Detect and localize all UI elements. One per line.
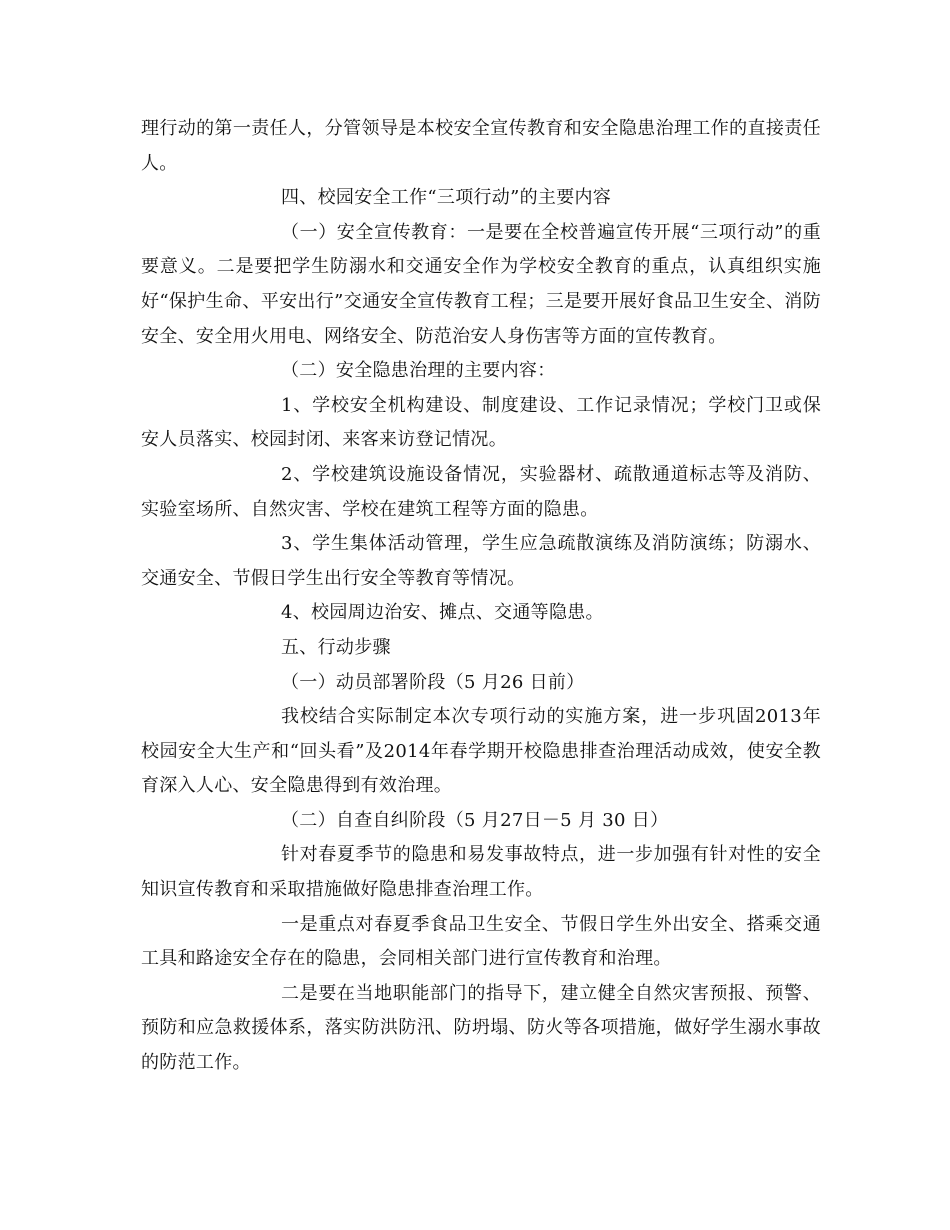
paragraph: 针对春夏季节的隐患和易发事故特点，进一步加强有针对性的安全知识宣传教育和采取措施做好隐患排查治理工作。	[141, 844, 821, 901]
paragraph: 我校结合实际制定本次专项行动的实施方案，进一步巩固2013年校园安全大生产和“回头看”及2014年春学期开校隐患排查治理活动成效，使安全教育深入人心、安全隐患得到有效治理。	[141, 706, 821, 797]
paragraph: （一）安全宣传教育：一是要在全校普遍宣传开展“三项行动”的重要意义。二是要把学生防溺水和交通安全作为学校安全教育的重点，认真组织实施好“保护生命、平安出行”交通安全宣传教育工程；三是要开展好食品卫生安全、消防安全、安全用火用电、网络安全、防范治安人身伤害等方面的宣传教育。	[141, 221, 821, 347]
paragraph: 理行动的第一责任人，分管领导是本校安全宣传教育和安全隐患治理工作的直接责任人。	[141, 118, 821, 174]
document-body	[141, 112, 821, 1081]
list-item: 3、学生集体活动管理，学生应急疏散演练及消防演练；防溺水、交通安全、节假日学生出行安全等教育等情况。	[141, 533, 821, 589]
section-heading: 四、校园安全工作“三项行动”的主要内容	[281, 187, 612, 209]
paragraph: 二是要在当地职能部门的指导下，建立健全自然灾害预报、预警、预防和应急救援体系，落实防洪防汛、防坍塌、防火等各项措施，做好学生溺水事故的防范工作。	[141, 982, 821, 1074]
subsection-heading: （一）动员部署阶段（5 月26 日前）	[281, 671, 585, 693]
list-item: 1、学校安全机构建设、制度建设、工作记录情况；学校门卫或保安人员落实、校园封闭、来客来访登记情况。	[141, 394, 821, 451]
paragraph: 一是重点对春夏季食品卫生安全、节假日学生外出安全、搭乘交通工具和路途安全存在的隐患，会同相关部门进行宣传教育和治理。	[141, 913, 821, 970]
subsection-heading: （二）安全隐患治理的主要内容：	[281, 360, 556, 382]
list-item: 4、校园周边治安、摊点、交通等隐患。	[281, 602, 604, 624]
list-item: 2、学校建筑设施设备情况，实验器材、疏散通道标志等及消防、实验室场所、自然灾害、学校在建筑工程等方面的隐患。	[141, 463, 821, 520]
section-heading: 五、行动步骤	[281, 636, 391, 658]
subsection-heading: （二）自查自纠阶段（5 月27日－5 月 30 日）	[281, 809, 669, 831]
